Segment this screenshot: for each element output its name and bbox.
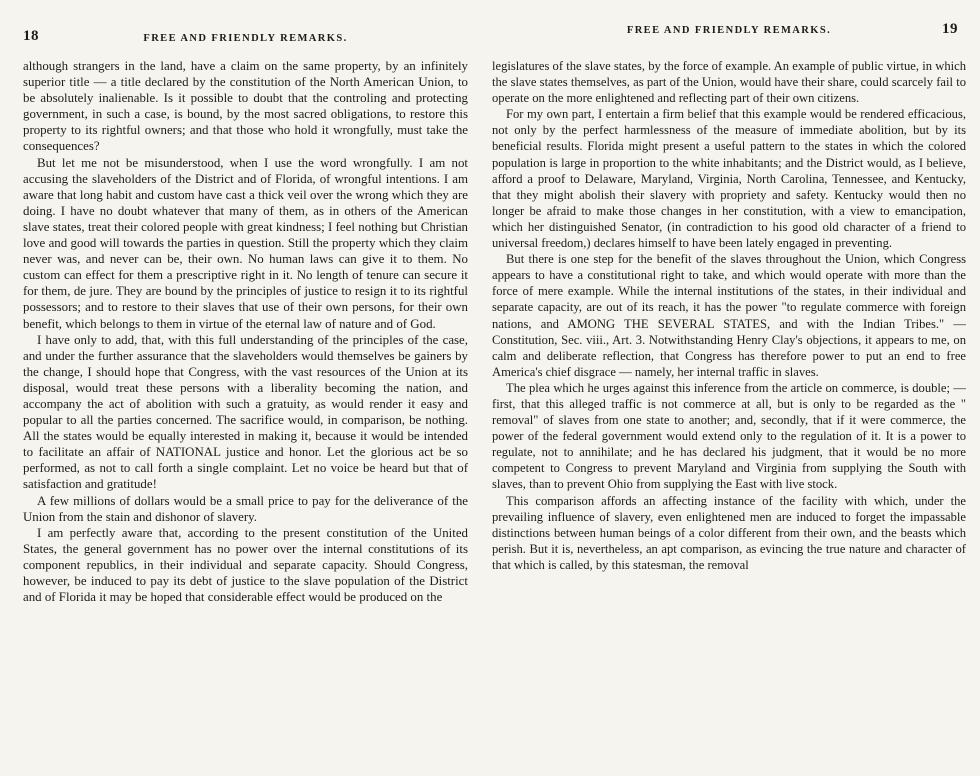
left-page-text bbox=[23, 58, 468, 605]
paragraph: But there is one step for the benefit of the slaves throughout the Union, which Congress appears to have a constitutional right to take, and which would operate with more than the force of mere example. While the internal institutions of the states, in their individual and separate capacity, are out of its reach, it has the power "to regulate commerce with foreign nations, and AMONG THE SEVERAL STATES, and with the Indian Tribes." — Constitution, Sec. viii., Art. 3. Notwithstanding Henry Clay's objections, it appears to me, on calm and deliberate reflection, that Congress has therefore power to put an end to free America's chief disgrace — namely, her internal traffic in slaves. bbox=[492, 252, 966, 379]
left-page-number: 18 bbox=[23, 28, 39, 44]
right-page bbox=[480, 0, 980, 776]
paragraph: I have only to add, that, with this full understanding of the principles of the case, and under the further assurance that the slaveholders would themselves be gainers by the change, I should hope that Congress, with the vast resources of the Union at its disposal, would treat these persons with a liberality becoming the nation, and accompany the act of abolition with such a gratuity, as would render it easy and popular to all the parties concerned. The sacrifice would, in comparison, be nothing. All the states would be equally interested in making it, because it would be intended to facilitate an affair of NATIONAL justice and honor. Let the glorious act be so performed, as not to call forth a single complaint. Let no voice be heard but that of satisfaction and gratitude! bbox=[23, 332, 468, 492]
paragraph: I am perfectly aware that, according to the present constitution of the United States, the general government has no power over the internal constitutions of its component republics, in their individual and separate capacity. Should Congress, however, be induced to pay its debt of justice to the slave population of the District and of Florida it may be hoped that considerable effect would be produced on the bbox=[23, 525, 468, 605]
paragraph: A few millions of dollars would be a small price to pay for the deliverance of the Union from the stain and dishonor of slavery. bbox=[23, 493, 468, 524]
left-page bbox=[0, 0, 480, 776]
right-page-text bbox=[492, 58, 966, 573]
left-running-head: FREE AND FRIENDLY REMARKS. bbox=[143, 33, 348, 44]
right-page-header bbox=[492, 21, 966, 52]
paragraph: The plea which he urges against this inference from the article on commerce, is double; — first, that this alleged traffic is not commerce at all, but is only to be regarded as the " removal" of slaves from one state to another; and, secondly, that if it were commerce, the power of the federal government would extend only to the regulation of it. It is a power to regulate, not to annihilate; and he has declared his judgment, that it would be no more competent to Congress to prevent Maryland and Virginia from supplying the South with slaves, than to prevent Ohio from supplying the East with live stock. bbox=[492, 380, 966, 492]
paragraph: This comparison affords an affecting instance of the facility with which, under the prevailing influence of slavery, even enlightened men are induced to forget the impassable distinctions between human beings of a color different from their own, and the beasts which perish. But it is, nevertheless, an apt comparison, as evincing the true nature and character of that which is called, by this statesman, the removal bbox=[492, 493, 966, 572]
paragraph: although strangers in the land, have a claim on the same property, by an infinitely superior title — a title declared by the constitution of the North American Union, to be absolutely inalienable. Is it possible to doubt that the controling and protecting government, in such a case, is bound, by the most sacred obligations, to restore this property to its rightful owners; and that those who hold it wrongfully, must take the consequences? bbox=[23, 59, 468, 154]
left-page-header bbox=[23, 30, 468, 52]
right-page-number: 19 bbox=[942, 21, 958, 37]
paragraph: For my own part, I entertain a firm belief that this example would be rendered efficacious, not only by the perfect harmlessness of the measure of immediate abolition, but by its beneficial results. Florida might present a useful pattern to the states in which the colored population is large in proportion to the white inhabitants; and the District would, as I believe, afford a proof to Delaware, Maryland, Virginia, North Carolina, Tennessee, and Kentucky, that they might abolish their slavery with propriety and safety. Kentucky would then no longer be afraid to make those changes in her constitution, with a view to emancipation, which her distinguished Senator, (in contradiction to his good old character of a friend to universal freedom,) declares himself to have been lately engaged in preventing. bbox=[492, 107, 966, 251]
paragraph: But let me not be misunderstood, when I use the word wrongfully. I am not accusing the slaveholders of the District and of Florida, of wrongful intentions. I am aware that long habit and custom have cast a thick veil over the wrong which they are doing. I have no doubt whatever that many of them, as in others of the American slave states, treat their colored people with great kindness; I feel nothing but Christian love and good will towards the parties in question. Still the property which they claim never was, and never can be, their own. No human laws can give it to them. No custom can effect for them a prescriptive right in it. No length of tenure can secure it for them, de jure. They are bound by the principles of justice to resign it to its rightful possessors; and to restore to their slaves that use of their own persons, for their own benefit, which belongs to them in virtue of the eternal law of nature and of God. bbox=[23, 155, 468, 331]
paragraph: legislatures of the slave states, by the force of example. An example of public virtue, in which the slave states themselves, as part of the Union, would have their share, could scarcely fail to operate on the more enlightened and reflecting part of their own citizens. bbox=[492, 59, 966, 106]
right-running-head: FREE AND FRIENDLY REMARKS. bbox=[626, 25, 832, 36]
